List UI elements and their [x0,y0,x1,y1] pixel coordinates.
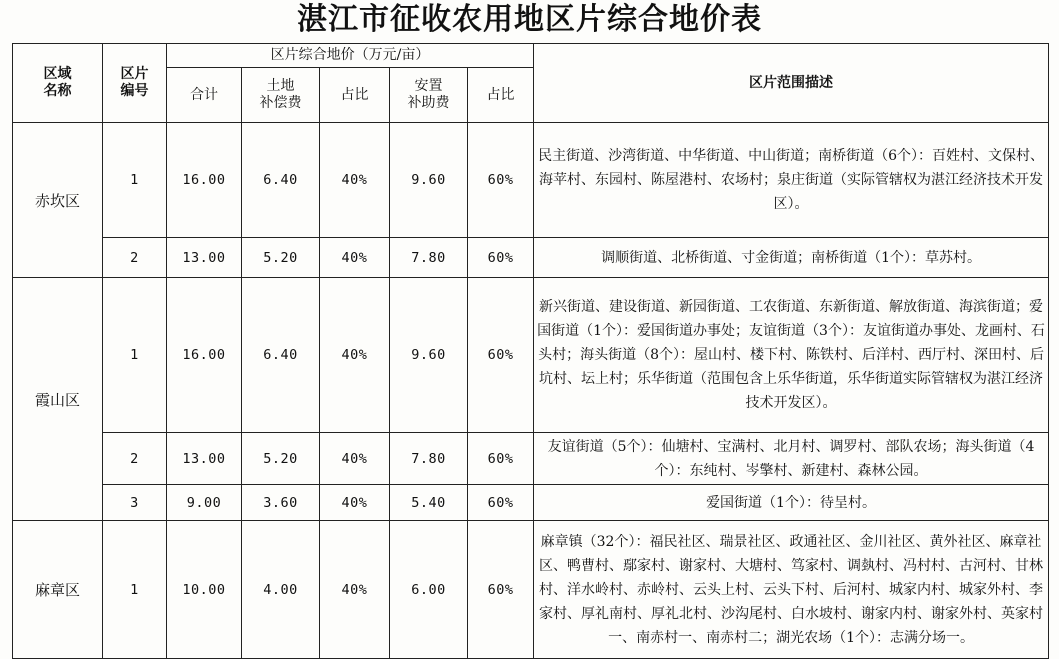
resettlement-ratio: 60% [468,485,534,521]
zone-number: 2 [103,238,167,278]
zone-number: 1 [103,278,167,433]
land-ratio: 40% [320,485,390,521]
header-area-name: 区域 名称 [13,44,103,123]
total-price: 16.00 [167,123,242,238]
header-price-group: 区片综合地价（万元/亩） [167,44,534,68]
land-compensation: 5.20 [242,238,320,278]
zone-number: 1 [103,521,167,659]
district-name: 霞山区 [13,278,103,521]
land-compensation: 6.40 [242,123,320,238]
land-ratio: 40% [320,278,390,433]
land-compensation: 6.40 [242,278,320,433]
header-scope-description: 区片范围描述 [534,44,1049,123]
total-price: 13.00 [167,238,242,278]
land-price-table [12,43,1049,659]
resettlement-ratio: 60% [468,521,534,659]
table-row [13,238,1049,278]
resettlement-subsidy: 9.60 [390,278,468,433]
land-ratio: 40% [320,238,390,278]
zone-number: 3 [103,485,167,521]
resettlement-subsidy: 5.40 [390,485,468,521]
table-row [13,278,1049,433]
resettlement-ratio: 60% [468,278,534,433]
land-compensation: 3.60 [242,485,320,521]
zone-number: 1 [103,123,167,238]
district-name: 赤坎区 [13,123,103,278]
total-price: 10.00 [167,521,242,659]
resettlement-subsidy: 9.60 [390,123,468,238]
table-row [13,485,1049,521]
land-compensation: 5.20 [242,433,320,485]
scope-description: 友谊街道（5个）：仙塘村、宝满村、北月村、调罗村、部队农场；海头街道（4个）：东纯村、岑擎村、新建村、森林公园。 [534,433,1049,485]
resettlement-ratio: 60% [468,433,534,485]
table-row [13,521,1049,659]
resettlement-ratio: 60% [468,123,534,238]
resettlement-subsidy: 7.80 [390,433,468,485]
header-total: 合计 [167,68,242,123]
resettlement-subsidy: 6.00 [390,521,468,659]
total-price: 9.00 [167,485,242,521]
district-name: 麻章区 [13,521,103,659]
resettlement-subsidy: 7.80 [390,238,468,278]
table-row [13,433,1049,485]
resettlement-ratio: 60% [468,238,534,278]
scope-description: 调顺街道、北桥街道、寸金街道；南桥街道（1个）：草苏村。 [534,238,1049,278]
header-zone-number: 区片 编号 [103,44,167,123]
scope-description: 民主街道、沙湾街道、中华街道、中山街道；南桥街道（6个）：百姓村、文保村、海苹村、东园村、陈屋港村、农场村；泉庄街道（实际管辖权为湛江经济技术开发区）。 [534,123,1049,238]
zone-number: 2 [103,433,167,485]
header-land-compensation: 土地 补偿费 [242,68,320,123]
table-body [13,123,1049,659]
header-resettlement-subsidy: 安置 补助费 [390,68,468,123]
total-price: 13.00 [167,433,242,485]
header-ratio-resettle: 占比 [468,68,534,123]
scope-description: 麻章镇（32个）：福民社区、瑞景社区、政通社区、金川社区、黄外社区、麻章社区、鸭曹村、鄢家村、谢家村、大塘村、笃家村、调埶村、冯村村、古河村、甘林村、洋水岭村、赤岭村、云头上村、云头下村、后河村、城家内村、城家外村、李家村、厚礼南村、厚礼北村、沙沟尾村、白水坡村、谢家内村、谢家外村、英家村一、南赤村一、南赤村二；湖光农场（1个）：志满分场一。 [534,521,1049,659]
scope-description: 新兴街道、建设街道、新园街道、工农街道、东新街道、解放街道、海滨街道；爱国街道（1个）：爱国街道办事处；友谊街道（3个）：友谊街道办事处、龙画村、石头村；海头街道（8个）：屋山村、楼下村、陈铁村、后洋村、西厅村、深田村、后坑村、坛上村；乐华街道（范围包含上乐华街道，乐华街道实际管辖权为湛江经济技术开发区）。 [534,278,1049,433]
scope-description: 爱国街道（1个）：待呈村。 [534,485,1049,521]
land-ratio: 40% [320,433,390,485]
land-ratio: 40% [320,521,390,659]
header-ratio-land: 占比 [320,68,390,123]
table-row [13,123,1049,238]
total-price: 16.00 [167,278,242,433]
land-ratio: 40% [320,123,390,238]
land-compensation: 4.00 [242,521,320,659]
document-title: 湛江市征收农用地区片综合地价表 [297,2,762,37]
